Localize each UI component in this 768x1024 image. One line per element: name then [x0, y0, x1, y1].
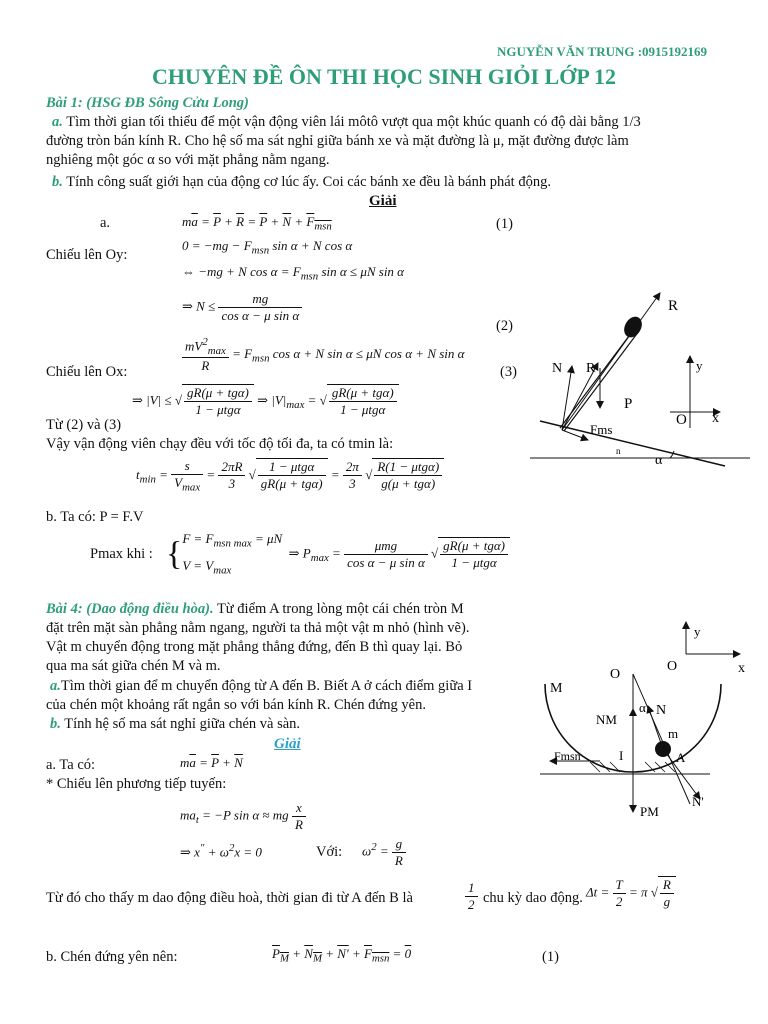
sol4-b: b. Chén đứng yên nên: [46, 949, 178, 965]
fig1-label-p: P [624, 396, 633, 412]
problem4-line3: Vật m chuyển động trong mặt phẳng thẳng đứng, đến B thì quay lại. Bỏ [46, 639, 463, 655]
equation-n-bound: ⇒ N ≤ $\frac{mg}{\text{cos α − μ sin α}}$ [182, 291, 302, 324]
equation-newton-4: $m\overline{a} = \overline{P} + \overline{N}$ [180, 755, 243, 770]
fig1-label-n: N [552, 361, 563, 376]
equation-pmax: {$F = F_{msn max} = \mu N$ $V = V_{max}$ ⇒ $P_{max}$ = $\frac{\text{μmg}}{\text{cos α − μ sin α}}$ √ $\frac{\text{gR(μ + tgα)}}{\text{1 − μtgα}}$ [166, 528, 510, 581]
fig2-label-x: x [738, 661, 745, 676]
equation-newton: $m\overline{a} = \overline{P} + \overline{R} = \overline{P} + \overline{N} + F_{msn}$ [182, 214, 332, 233]
tmin-intro: Vậy vận động viên chạy đều với tốc độ tối đa, ta có tmin là: [46, 436, 394, 452]
fig2-label-i: I [619, 748, 624, 763]
part-b-power: b. Ta có: P = F.V [46, 509, 144, 525]
fig1-label-n-small: n [616, 446, 621, 456]
equation-tmin: $t_{min}$ = $\frac{s}{V_{max}}$ = $\frac{2\pi R}{3}$ √ $\frac{\text{1 − μtgα}}{\text{gR(μ + tgα)}}$ = $\frac{2\pi}{3}$ √ $\frac{\text{R(1 − μtgα)}}{\text{g(μ + tgα)}}$ [136, 458, 444, 494]
figure-bowl [540, 614, 762, 832]
fig1-label-r-top: R [668, 298, 679, 314]
fig2-label-pm: PM [640, 804, 659, 819]
sol1-a-label: a. [100, 215, 111, 231]
equation-oscillator: ⇒ $x^" + \omega^2x = 0$ [180, 842, 262, 860]
eq2-number: (2) [496, 318, 513, 334]
problem1-b: b. Tính công suất giới hạn của động cơ lúc ấy. Coi các bánh xe đều là bánh phát động. [52, 174, 551, 190]
equation-omega: $\omega^2$ = $\frac{g}{R}$ [362, 836, 406, 869]
fig2-label-m: m [668, 726, 679, 741]
problem4-a-line1: a.Tìm thời gian để m chuyển động từ A đến B. Biết A ở cách điểm giữa I [50, 678, 473, 694]
fig1-label-o: O [676, 412, 687, 428]
problem4-b: b. Tính hệ số ma sát nghỉ giữa chén và sàn. [50, 716, 301, 732]
figure-motorbike-forces [520, 288, 760, 478]
equation-bowl-equilibrium: $P_M + N_M + N' + F_{msn} = 0$ [272, 946, 412, 965]
eq1-number: (1) [496, 216, 513, 232]
equation-delta-t: Δt = $\frac{T}{2}$ = π √ $\frac{R}{g}$ [586, 876, 676, 910]
equation-tangent: $ma_t = -P$ sin α ≈ mg $\frac{x}{R}$ [180, 800, 306, 833]
sol4-period: chu kỳ dao động. [483, 890, 583, 906]
fig1-label-alpha: α [655, 453, 663, 468]
fig1-label-x: x [712, 411, 719, 426]
incline-line [540, 421, 725, 466]
fig2-label-nm: NM [596, 712, 617, 727]
problem1-a-line3: nghiêng một góc α so với mặt phẳng nằm ngang. [46, 152, 330, 168]
problem4-line2: đặt trên mặt sàn phẳng nằm ngang, người ta thả một vật m nhỏ (hình vẽ). [46, 620, 470, 636]
rider-ellipse [621, 313, 646, 340]
equation-vmax: ⇒ |V| ≤ √ $\frac{\text{gR(μ + tgα)}}{\text{1 − μtgα}}$ ⇒ $|V|_{max}$ = √ $\frac{\text{gR(μ + tgα)}}{\text{1 − μtgα}}$ [132, 384, 399, 418]
equation-ox: $\frac{mV^2_{max}}{R}$ = $F_{msn}$ cos α + N sin α ≤ μN cos α + N sin α [182, 336, 465, 374]
author-line: NGUYỄN VĂN TRUNG :0915192169 [497, 44, 708, 59]
problem4-a-line2: của chén một khoảng rất ngắn so với bán kính R. Chén đứng yên. [46, 697, 426, 713]
fig2-label-y: y [694, 624, 701, 639]
fig2-label-fmsn: Fmsn [554, 749, 581, 763]
fig2-label-o1: O [610, 667, 621, 682]
fig1-label-y: y [696, 358, 703, 373]
problem1-a-line1: a. Tìm thời gian tối thiểu để một vận động viên lái môtô vượt qua một khúc quanh có độ dài bằng 1/3 [52, 114, 641, 130]
equation-half: $\frac{1}{2}$ [465, 880, 478, 913]
eq3-number: (3) [500, 364, 517, 380]
equation-oy-1: $0 = -mg - F_{msn}$ sin α + N cos α [182, 238, 353, 257]
solution4-heading: Giải [274, 736, 301, 752]
sol4-with: Với: [316, 844, 343, 860]
problem4-line4: qua ma sát giữa chén M và m. [46, 658, 221, 674]
fig2-label-alpha: α [639, 700, 646, 715]
fig2-label-n: N [656, 703, 667, 718]
sol4-tangent: * Chiếu lên phương tiếp tuyến: [46, 776, 227, 792]
fig2-label-o2: O [667, 659, 678, 674]
page-title: CHUYÊN ĐỀ ÔN THI HỌC SINH GIỎI LỚP 12 [151, 64, 617, 89]
problem1-heading: Bài 1: (HSG ĐB Sông Cửu Long) [46, 95, 249, 111]
sol4-conclusion: Từ đó cho thấy m dao động điều hoà, thời gian đi từ A đến B là [46, 890, 413, 906]
fig2-label-m-bowl: M [550, 681, 563, 696]
from-2-3: Từ (2) và (3) [46, 417, 122, 433]
solution1-heading: Giải [369, 193, 397, 209]
problem1-a-line2: đường tròn bán kính R. Cho hệ số ma sát nghỉ giữa bánh xe và mặt đường là μ, mặt đường được làm [46, 133, 629, 149]
pmax-when: Pmax khi : [90, 546, 153, 562]
sol4-taco: a. Ta có: [46, 757, 96, 773]
radius-line [633, 674, 690, 804]
fig2-label-a: A [676, 750, 686, 765]
mass-m [655, 741, 671, 757]
equation-oy-2: ⇔ −mg + N $\cos \alpha = F_{msn}$ sin α ≤ μN sin α [182, 264, 405, 283]
project-oy-label: Chiếu lên Oy: [46, 247, 128, 263]
fig1-label-fms: Fms [590, 422, 613, 437]
eq4-1-number: (1) [542, 949, 559, 965]
fig2-label-n-prime: N' [692, 794, 704, 809]
problem4-line1: Bài 4: (Dao động điều hòa). Từ điểm A trong lòng một cái chén tròn M [46, 601, 464, 617]
fig1-label-r: R [586, 361, 596, 376]
project-ox-label: Chiếu lên Ox: [46, 364, 128, 380]
vector-r-large [562, 293, 660, 430]
